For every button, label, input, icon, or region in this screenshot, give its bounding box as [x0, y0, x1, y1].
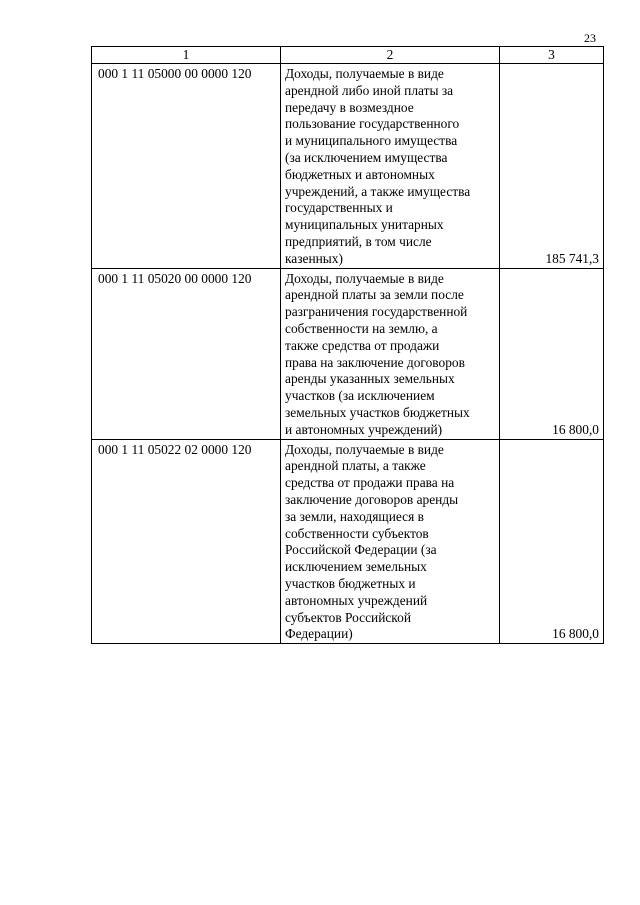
description-line: Доходы, получаемые в виде: [285, 66, 444, 81]
description-line: муниципальных унитарных: [285, 217, 444, 233]
description-line: (за исключением имущества: [285, 149, 448, 165]
revenue-description: [281, 64, 500, 269]
amount-value: 16 800,0: [500, 439, 604, 644]
description-line: собственности субъектов: [285, 525, 429, 541]
description-line: пользование государственного: [285, 116, 460, 132]
description-line: Доходы, получаемые в виде: [285, 441, 444, 457]
description-line: государственных и: [285, 200, 393, 216]
description-line: Доходы, получаемые в виде: [285, 270, 444, 286]
description-line: разграничения государственной: [285, 304, 468, 320]
description-line: бюджетных и автономных: [285, 166, 435, 182]
description-line: передачу в возмездное: [285, 99, 414, 115]
classification-code: 000 1 11 05022 02 0000 120: [92, 439, 281, 644]
revenue-description: [281, 268, 500, 439]
revenue-description: [281, 439, 500, 644]
description-line: участков бюджетных и: [285, 575, 416, 591]
classification-code: 000 1 11 05000 00 0000 120: [92, 64, 281, 269]
description-line: заключение договоров аренды: [285, 491, 459, 507]
description-line: собственности на землю, а: [285, 320, 438, 336]
description-line: арендной платы, а также: [285, 458, 426, 474]
description-line: учреждений, а также имущества: [285, 183, 471, 199]
description-line: и муниципального имущества: [285, 133, 458, 149]
description-line: исключением земельных: [285, 559, 427, 575]
description-line: субъектов Российской: [285, 609, 411, 625]
description-line: автономных учреждений: [285, 592, 428, 608]
description-line: участков (за исключением: [285, 388, 435, 404]
table-row: [92, 439, 604, 644]
description-line: за земли, находящиеся в: [285, 508, 424, 524]
table-row: [92, 64, 604, 269]
table-row: [92, 268, 604, 439]
description-line: также средства от продажи: [285, 337, 440, 353]
column-header-2: 2: [281, 47, 500, 64]
description-line: аренды указанных земельных: [285, 371, 455, 387]
description-line: Федерации): [285, 626, 353, 642]
description-line: средства от продажи права на: [285, 475, 455, 491]
page-number: 23: [584, 31, 596, 45]
description-line: права на заключение договоров: [285, 354, 465, 370]
column-header-3: 3: [500, 47, 604, 64]
description-line: земельных участков бюджетных: [285, 404, 470, 420]
column-header-1: 1: [92, 47, 281, 64]
description-line: казенных): [285, 250, 343, 266]
amount-value: 185 741,3: [500, 64, 604, 269]
budget-table: [91, 46, 604, 644]
table-header-row: [92, 47, 604, 64]
description-line: Российской Федерации (за: [285, 542, 437, 558]
description-line: и автономных учреждений): [285, 421, 443, 437]
description-line: арендной платы за земли после: [285, 287, 464, 303]
amount-value: 16 800,0: [500, 268, 604, 439]
description-line: арендной либо иной платы за: [285, 82, 454, 98]
classification-code: 000 1 11 05020 00 0000 120: [92, 268, 281, 439]
description-line: предприятий, в том числе: [285, 233, 432, 249]
